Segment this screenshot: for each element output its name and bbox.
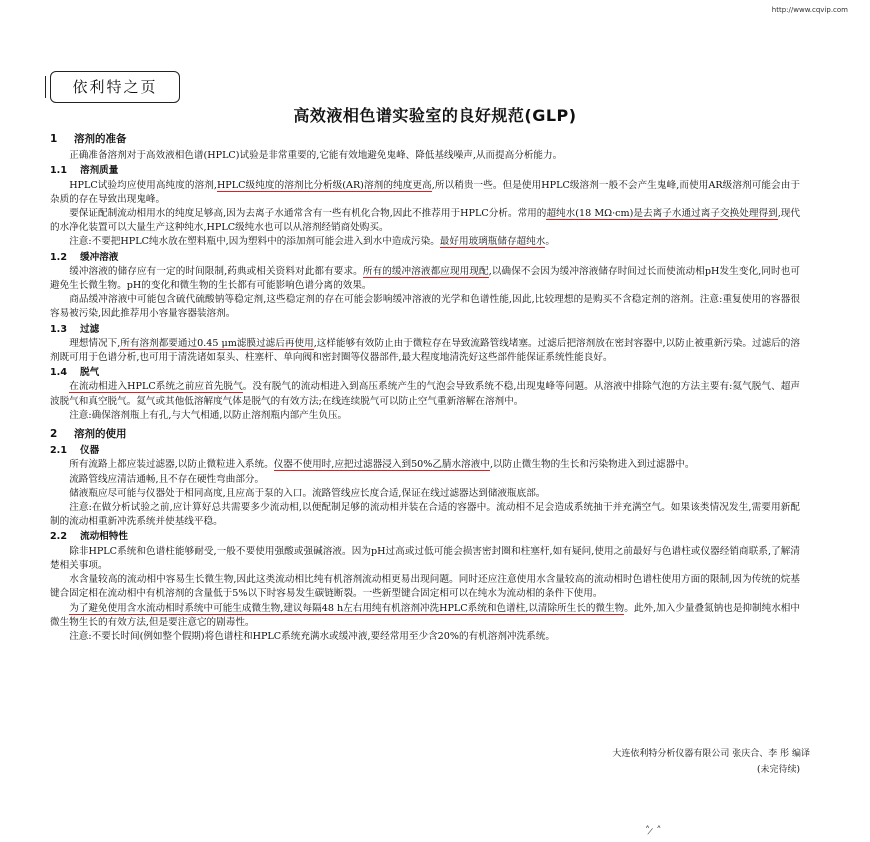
paragraph <box>50 473 800 487</box>
paragraph-text: 所有流路上都应装过滤器,以防止微粒进入系统。 <box>69 459 274 471</box>
heading-number: 2 <box>50 428 58 441</box>
paragraph <box>50 179 800 207</box>
highlighted-text: 仪器不使用时,应把过滤器浸入到50%乙腈水溶液中 <box>273 459 490 471</box>
highlighted-text: 超纯水(18 MΩ·cm)是去离子水通过离子交换处理得到 <box>546 208 778 220</box>
heading-number: 2.1 <box>50 445 67 457</box>
page-mark-glyph: ˄ ̷ ˄ <box>645 826 662 837</box>
subsection-heading <box>50 323 800 337</box>
paragraph <box>50 545 800 573</box>
article-title: 高效液相色谱实验室的良好规范(GLP) <box>293 106 577 125</box>
paragraph-text: 。没有脱气的流动相进入到高压系统产生的气泡会导致系统不稳,出现鬼峰等问题。从溶液中排除气泡的方法主要有:氦气脱气、超声波脱气和真空脱气。氦气或其他低溶解度气体是脱气的有效方法;在线连续脱气可以防止空气重新溶解在溶剂中。 <box>50 381 800 407</box>
paragraph-text: 储液瓶应尽可能与仪器处于相同高度,且应高于泵的入口。流路管线应长度合适,保证在线过滤器达到储液瓶底部。 <box>69 487 546 499</box>
article-author: 大连依利特分析仪器有限公司 张庆合、李 彤 编译 <box>612 749 810 759</box>
paragraph-text: ,这样能够有效防止由于微粒存在导致流路管线堵塞。过滤后把溶剂放在密封容器中,以防止被重新污染。过滤后的溶剂既可用于色谱分析,也可用于清洗诸如泵头、柱塞杆、单向阀和密封圈等仪器部件,最大程度地清洗好这些部件能保证系统性能良好。 <box>50 337 800 364</box>
heading-text: 溶剂质量 <box>80 165 119 177</box>
heading-number: 1.4 <box>50 367 67 379</box>
heading-number: 2.2 <box>50 531 67 543</box>
paragraph-text: 流路管线应清洁通畅,且不存在硬性弯曲部分。 <box>69 473 265 485</box>
heading-number: 1.1 <box>50 165 67 177</box>
paragraph-text: 。 <box>545 236 555 248</box>
paragraph-text: ,所以稍贵一些。但是使用HPLC级溶剂一般不会产生鬼峰,而使用AR级溶剂可能会由于杂质的存在导致出现鬼峰。 <box>50 179 800 205</box>
subsection-heading <box>50 444 800 458</box>
paragraph-text: 注意:不要把HPLC纯水放在塑料瓶中,因为塑料中的添加剂可能会进入到水中造成污染。 <box>69 236 440 248</box>
heading-text: 仪器 <box>80 445 100 457</box>
heading-text: 脱气 <box>80 367 100 379</box>
paragraph-text: 要保证配制流动相用水的纯度足够高,因为去离子水通常含有一些有机化合物,因此不推荐用于HPLC分析。常用的 <box>69 208 547 220</box>
heading-text: 溶剂的准备 <box>74 133 127 145</box>
continued-note: (未完待续) <box>756 765 800 775</box>
paragraph-text: 缓冲溶液的储存应有一定的时间限制,药典或相关资料对此都有要求。 <box>69 265 363 277</box>
subsection-heading <box>50 366 800 380</box>
paragraph-text: 理想情况下, <box>69 337 121 349</box>
paragraph-text: 除非HPLC系统和色谱柱能够耐受,一般不要使用强酸或强碱溶液。因为pH过高或过低可能会损害密封圈和柱塞杆,如有疑问,使用之前最好与色谱柱或仪器经销商联系,了解清楚相关事项。 <box>50 545 800 571</box>
paragraph-text: ,现代的水净化装置可以大量生产这种纯水,HPLC级纯水也可以从溶剂经销商处购买。 <box>50 208 800 234</box>
highlighted-text: 最好用玻璃瓶储存超纯水 <box>439 236 546 248</box>
heading-text: 溶剂的使用 <box>74 428 127 441</box>
paragraph <box>50 207 800 235</box>
heading-number: 1.2 <box>50 251 67 263</box>
paragraph <box>50 409 800 423</box>
paragraph <box>50 487 800 501</box>
heading-text: 过滤 <box>80 323 100 335</box>
subsection-heading <box>50 530 800 544</box>
heading-text: 缓冲溶液 <box>80 251 119 263</box>
paragraph-text: 商品缓冲溶液中可能包含硫代硫酸钠等稳定剂,这些稳定剂的存在可能会影响缓冲溶液的光学和色谱性能,因此,比较理想的是购买不含稳定剂的溶剂。注意:重复使用的容器很容易被污染,因此推荐用小容量容器装溶剂。 <box>50 294 800 320</box>
paragraph-text: 注意:确保溶剂瓶上有孔,与大气相通,以防止溶剂瓶内部产生负压。 <box>69 409 348 421</box>
paragraph-text: 。此外,加入少量叠氮钠也是抑制纯水相中微生物生长的有效方法,但是要注意它的剧毒性。 <box>50 602 800 628</box>
highlighted-text: HPLC级纯度的溶剂比分析级(AR)溶剂的纯度更高 <box>216 179 432 191</box>
paragraph <box>50 380 800 408</box>
paragraph <box>50 630 800 644</box>
paragraph-text: 水含量较高的流动相中容易生长微生物,因此这类流动相比纯有机溶剂流动相更易出现问题。同时还应注意使用水含量较高的流动相时色谱柱使用方面的限制,因为传统的烷基键合固定相在流动相中有机溶剂的含量低于5%以下时容易发生碳链断裂。一些新型键合固定相可以在纯水为流动相的条件下使用。 <box>50 574 800 600</box>
subsection-heading <box>50 251 800 265</box>
paragraph <box>50 235 800 249</box>
paragraph-text: 注意:在做分析试验之前,应计算好总共需要多少流动相,以便配制足够的流动相并装在合适的容器中。流动相不足会造成系统抽干并充满空气。如果该类情况发生,需要用新配制的流动相重新冲洗系统并使基线平稳。 <box>50 502 800 528</box>
heading-number: 1.3 <box>50 323 67 335</box>
highlighted-text: 所有的缓冲溶液都应现用现配 <box>362 265 489 277</box>
column-label: 依利特之页 <box>50 71 180 103</box>
article-body <box>50 128 800 644</box>
paragraph <box>50 293 800 321</box>
source-url: http://www.cqvip.com <box>771 6 848 14</box>
highlighted-text: 所有溶剂都要通过0.45 μm滤膜过滤后再使用 <box>120 337 314 349</box>
paragraph <box>50 337 800 365</box>
paragraph-text: ,以确保不会因为缓冲溶液储存时间过长而使流动相pH发生变化,同时也可避免生长微生物。pH的变化和微生物的生长都有可能影响色谱分离的效果。 <box>50 265 800 292</box>
highlighted-text: 为了避免使用含水流动相时系统中可能生成微生物,建议每隔48 h左右用纯有机溶剂冲洗HPLC系统和色谱柱,以清除所生长的微生物 <box>69 602 625 614</box>
paragraph <box>50 265 800 293</box>
section-heading <box>50 132 800 146</box>
subsection-heading <box>50 164 800 178</box>
paragraph <box>50 573 800 601</box>
heading-text: 流动相特性 <box>80 531 128 543</box>
paragraph-text: 注意:不要长时间(例如整个假期)将色谱柱和HPLC系统充满水或缓冲液,要经常用至少含20%的有机溶剂冲洗系统。 <box>69 630 555 642</box>
paragraph-text: HPLC试验均应使用高纯度的溶剂, <box>69 179 217 191</box>
paragraph <box>50 501 800 529</box>
paragraph-text: ,以防止微生物的生长和污染物进入到过滤器中。 <box>489 459 695 471</box>
heading-number: 1 <box>50 133 58 145</box>
paragraph <box>50 149 800 163</box>
paragraph-text: 正确准备溶剂对于高效液相色谱(HPLC)试验是非常重要的,它能有效地避免鬼峰、降低基线噪声,从而提高分析能力。 <box>69 150 563 162</box>
highlighted-text: 在流动相进入HPLC系统之前应首先脱气 <box>69 381 243 393</box>
section-heading <box>50 427 800 441</box>
paragraph <box>50 602 800 630</box>
paragraph <box>50 458 800 472</box>
